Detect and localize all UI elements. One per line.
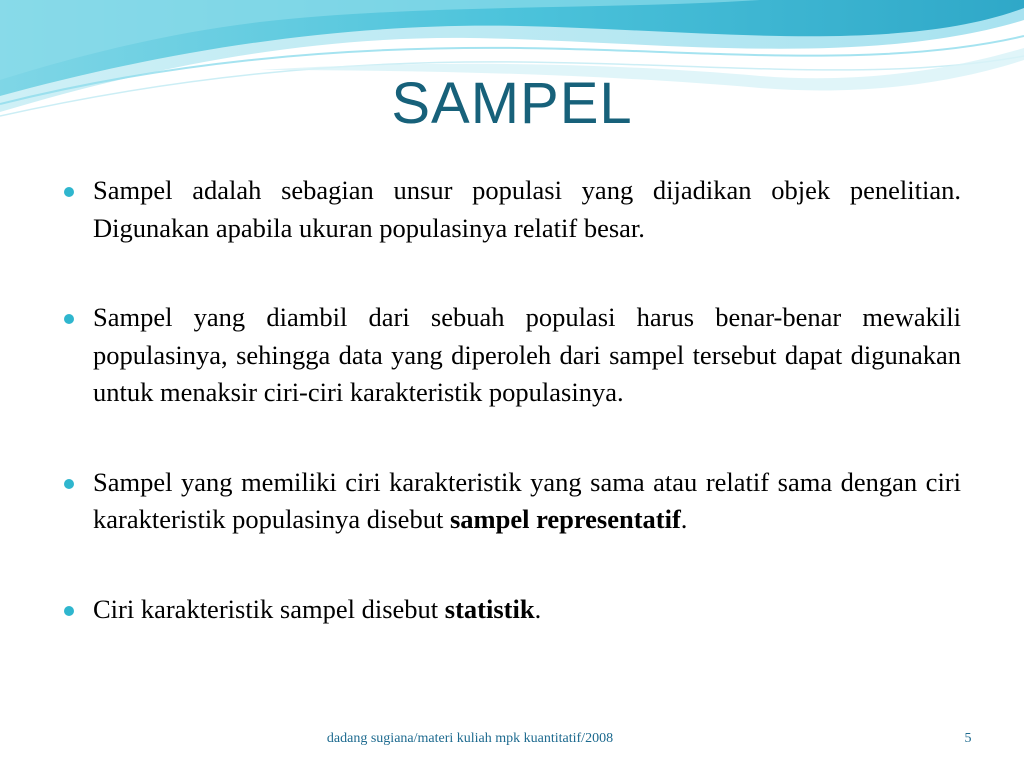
bullet-item <box>93 464 961 539</box>
footer-text: dadang sugiana/materi kuliah mpk kuantitatif/2008 <box>326 731 614 746</box>
bullet-text: Sampel adalah sebagian unsur populasi yang dijadikan objek penelitian. Digunakan apabila ukuran populasinya relatif besar. <box>93 175 961 243</box>
bullet-text-end: . <box>534 593 542 624</box>
page-number: 5 <box>964 731 972 746</box>
slide-title: SAMPEL <box>391 71 633 136</box>
bullet-bold-term: sampel representatif <box>449 504 681 534</box>
bullet-text: Ciri karakteristik sampel disebut <box>93 593 445 624</box>
bullet-dot-icon <box>64 187 74 197</box>
bullet-dot-icon <box>64 606 74 616</box>
bullet-item <box>93 591 961 629</box>
bullet-dot-icon <box>64 479 74 489</box>
bullet-text: Sampel yang diambil dari sebuah populasi harus benar-benar mewakili populasinya, sehingga data yang diperoleh dari sampel tersebut dapat digunakan untuk menaksir ciri-ciri karakteristik populasinya. <box>93 302 961 407</box>
bullet-dot-icon <box>64 314 74 324</box>
bullet-list <box>93 172 961 628</box>
bullet-bold-term: statistik <box>444 593 535 624</box>
bullet-text: Sampel yang memiliki ciri karakteristik yang sama atau relatif sama dengan ciri karakteristik populasinya disebut <box>93 466 961 534</box>
bullet-item <box>93 172 961 247</box>
bullet-item <box>93 299 961 412</box>
bullet-text-end: . <box>680 504 688 534</box>
